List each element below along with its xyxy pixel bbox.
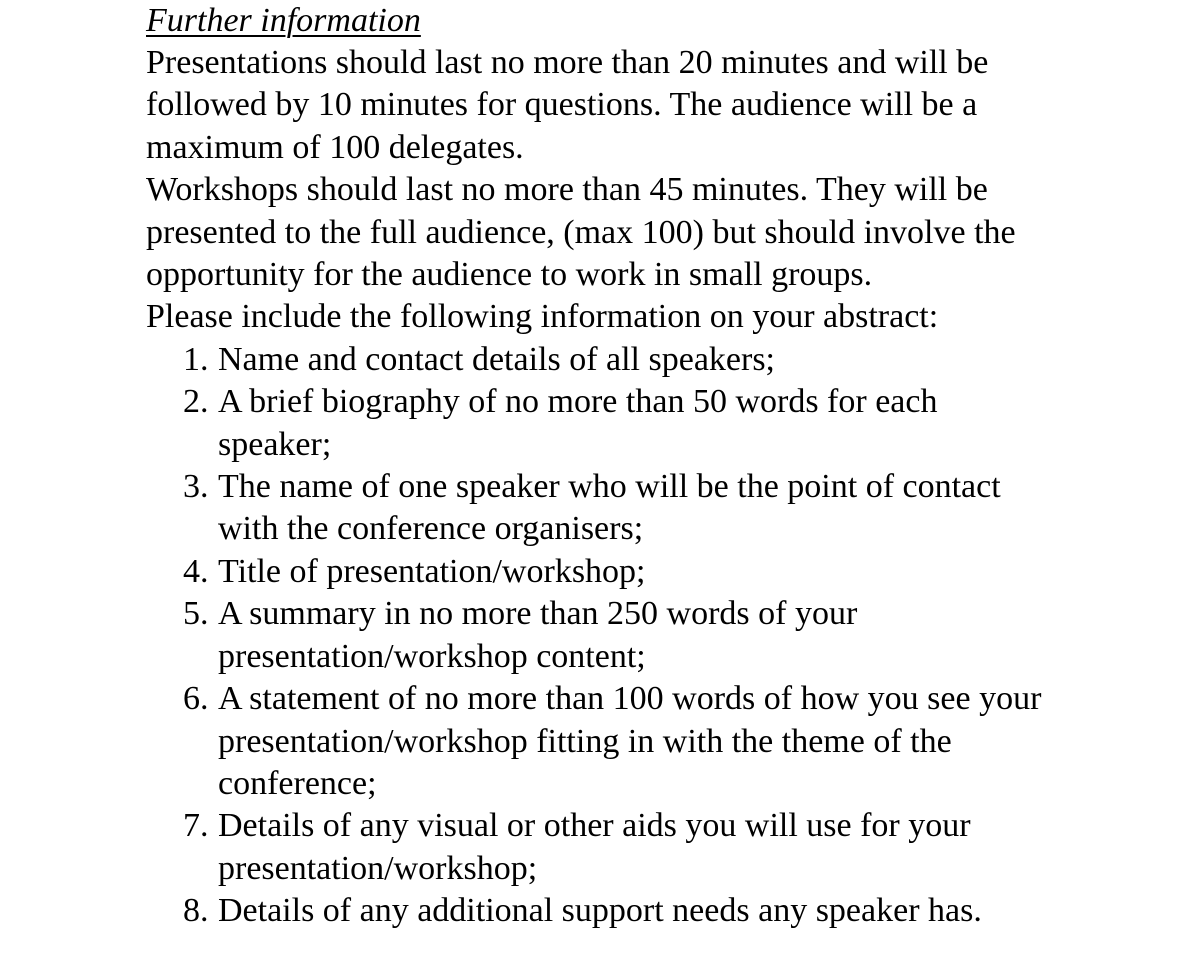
list-item-text: A brief biography of no more than 50 words for each speaker;	[218, 383, 938, 463]
list-item-text: A summary in no more than 250 words of your presentation/workshop content;	[218, 595, 858, 675]
list-item-number: 6.	[183, 680, 209, 718]
list-item-number: 4.	[183, 552, 209, 590]
workshops-paragraph: Workshops should last no more than 45 minutes. They will be presented to the full audience, (max 100) but should involve the opportunity for the audience to work in small groups.	[146, 171, 1016, 294]
list-item-text: Name and contact details of all speakers;	[218, 340, 775, 378]
abstract-intro: Please include the following information on your abstract:	[146, 298, 939, 336]
list-item	[146, 551, 998, 593]
list-item-text: Details of any visual or other aids you will use for your presentation/workshop;	[218, 807, 971, 887]
document-page	[146, 0, 1186, 933]
list-item-text: The name of one speaker who will be the point of contact with the conference organisers;	[218, 468, 1001, 548]
list-item-number: 1.	[183, 340, 209, 378]
list-item-text: Details of any additional support needs any speaker has.	[218, 892, 982, 930]
list-item-text: A statement of no more than 100 words of how you see your presentation/workshop fitting in with the theme of the conference;	[218, 680, 1042, 802]
section-heading: Further information	[146, 2, 421, 39]
list-item-number: 8.	[183, 892, 209, 930]
list-item-number: 2.	[183, 383, 209, 421]
list-item-number: 7.	[183, 807, 209, 845]
list-item-number: 5.	[183, 595, 209, 633]
requirements-list	[146, 339, 1186, 933]
presentations-paragraph: Presentations should last no more than 20 minutes and will be followed by 10 minutes for questions. The audience will be a maximum of 100 delegates.	[146, 44, 989, 166]
list-item	[146, 466, 1068, 551]
list-item	[146, 593, 918, 678]
list-item	[146, 805, 1038, 890]
list-item	[146, 678, 1048, 805]
list-item-text: Title of presentation/workshop;	[218, 552, 646, 590]
list-item	[146, 381, 998, 466]
list-item	[146, 339, 998, 381]
list-item	[146, 890, 1118, 932]
list-item-number: 3.	[183, 468, 209, 506]
